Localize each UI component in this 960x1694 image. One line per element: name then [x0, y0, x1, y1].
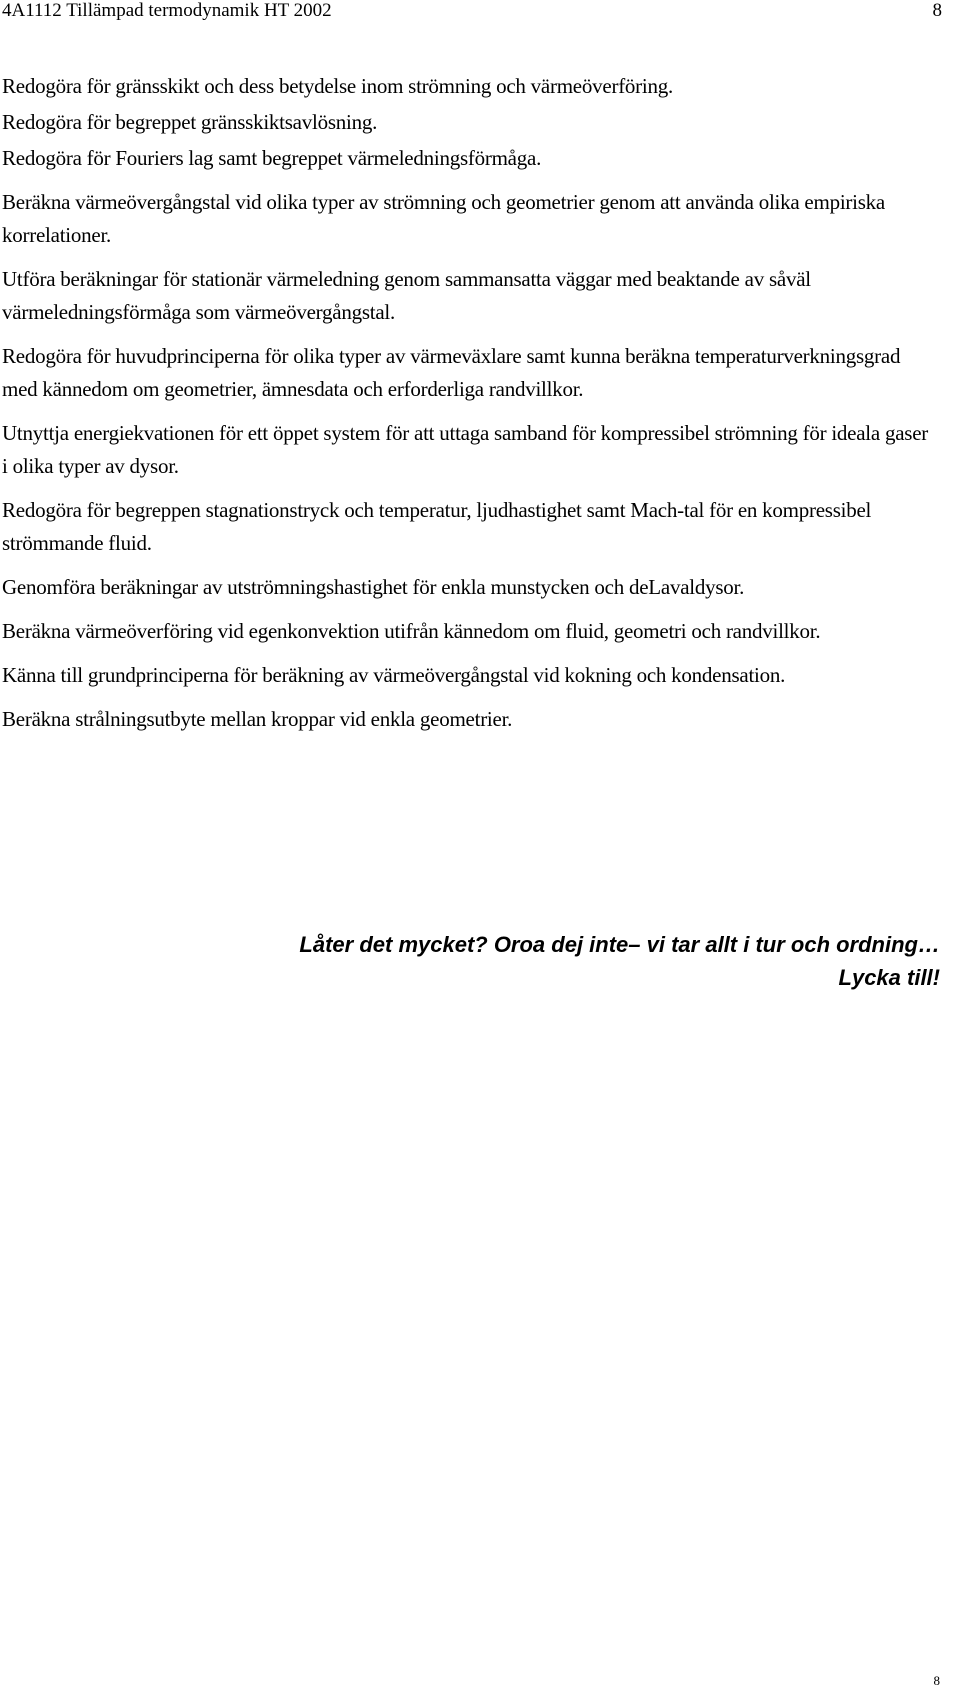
objective-item: Beräkna strålningsutbyte mellan kroppar vid enkla geometrier. [2, 707, 513, 731]
document-title: 4A1112 Tillämpad termodynamik HT 2002 [2, 0, 332, 21]
objective-item: Utnyttja energiekvationen för ett öppet system för att uttaga samband för kompressibel strömning för ideala gaser i olika typer av dysor. [2, 421, 929, 478]
learning-objectives-list [2, 70, 937, 747]
header-page-number: 8 [932, 0, 942, 21]
footer-page-number: 8 [933, 1673, 940, 1688]
closing-line-encouragement: Låter det mycket? Oroa dej inte– vi tar allt i tur och ordning… [299, 932, 940, 957]
closing-message [299, 928, 940, 994]
objective-item: Redogöra för Fouriers lag samt begreppet värmeledningsförmåga. [2, 146, 542, 170]
objective-item: Utföra beräkningar för stationär värmeledning genom sammansatta väggar med beaktande av såväl värmeledningsförmåga som värmeövergångstal. [2, 267, 811, 324]
objective-item: Beräkna värmeöverföring vid egenkonvektion utifrån kännedom om fluid, geometri och randvillkor. [2, 619, 821, 643]
objective-item: Genomföra beräkningar av utströmningshastighet för enkla munstycken och deLavaldysor. [2, 575, 745, 599]
objective-item: Redogöra för begreppen stagnationstryck och temperatur, ljudhastighet samt Mach-tal för en kompressibel strömmande fluid. [2, 498, 872, 555]
objective-item: Redogöra för huvudprinciperna för olika typer av värmeväxlare samt kunna beräkna temperaturverkningsgrad med kännedom om geometrier, ämnesdata och erforderliga randvillkor. [2, 344, 901, 401]
objective-item: Känna till grundprinciperna för beräkning av värmeövergångstal vid kokning och kondensation. [2, 663, 786, 687]
closing-line-good-luck: Lycka till! [838, 965, 940, 990]
page-header [0, 0, 942, 22]
objective-item: Beräkna värmeövergångstal vid olika typer av strömning och geometrier genom att använda olika empiriska korrelationer. [2, 190, 885, 247]
objective-item: Redogöra för gränsskikt och dess betydelse inom strömning och värmeöverföring. [2, 74, 674, 98]
objective-item: Redogöra för begreppet gränsskiktsavlösning. [2, 110, 378, 134]
